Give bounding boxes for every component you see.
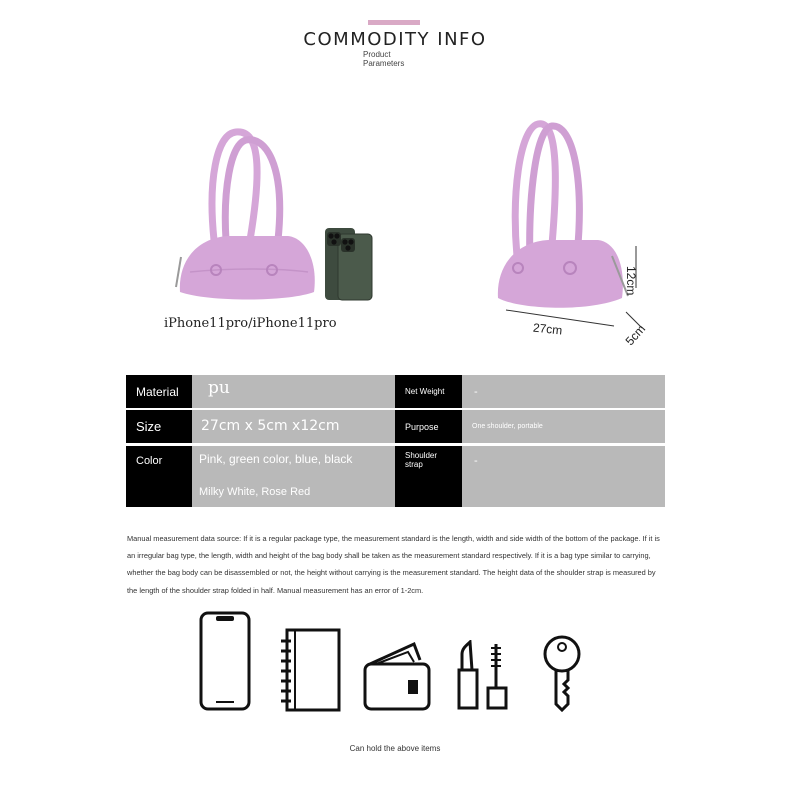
param-key-net-weight: Net Weight bbox=[395, 375, 462, 408]
wallet-icon bbox=[362, 640, 432, 712]
param-value-purpose: One shoulder, portable bbox=[462, 410, 665, 443]
param-value-material: pu bbox=[192, 375, 395, 408]
page-subtitle: Product Parameters bbox=[363, 50, 405, 68]
header-accent-bar bbox=[368, 20, 420, 25]
param-key-shoulder-strap: Shoulder strap bbox=[395, 446, 462, 507]
bag-dimensions-photo bbox=[490, 116, 670, 349]
param-value-net-weight: - bbox=[462, 375, 665, 408]
param-value-size: 27cm x 5cm x12cm bbox=[192, 410, 395, 443]
phone-icon bbox=[198, 610, 252, 712]
param-value-color-cell bbox=[192, 446, 395, 507]
notebook-icon bbox=[279, 627, 343, 713]
param-key-size: Size bbox=[126, 410, 192, 443]
param-value-shoulder-strap: - bbox=[462, 446, 665, 507]
dimension-height: 12cm bbox=[624, 266, 638, 296]
param-value-color-line2: Milky White, Rose Red bbox=[199, 486, 311, 498]
bag-with-phones-photo bbox=[168, 122, 378, 307]
photo-caption: iPhone11pro/iPhone11pro bbox=[164, 316, 337, 331]
param-key-color: Color bbox=[126, 446, 192, 507]
dimension-length: 27cm bbox=[532, 320, 563, 338]
key-icon bbox=[540, 634, 584, 712]
page-title: COMMODITY INFO bbox=[303, 29, 487, 50]
measurement-notes: Manual measurement data source: If it is a regular package type, the measurement standard is the length, width and side width of the bottom of the package. If it is an irregular bag type, the length, width and height of the bag body shall be taken as the measurement standard respectively. If it is a bag type similar to carrying, whether the bag body can be disassembled or not, the height without carrying is the measurement standard. The height data of the shoulder strap is measured by the length of the shoulder strap folded in half. Manual measurement has an error of 1-2cm. bbox=[127, 534, 660, 595]
param-value-color-line1: Pink, green color, blue, black bbox=[199, 452, 353, 466]
param-key-material: Material bbox=[126, 375, 192, 408]
capacity-caption: Can hold the above items bbox=[349, 744, 441, 753]
lipstick-icon bbox=[456, 640, 510, 712]
param-key-purpose: Purpose bbox=[395, 410, 462, 443]
dimension-width: 5cm bbox=[622, 321, 649, 349]
